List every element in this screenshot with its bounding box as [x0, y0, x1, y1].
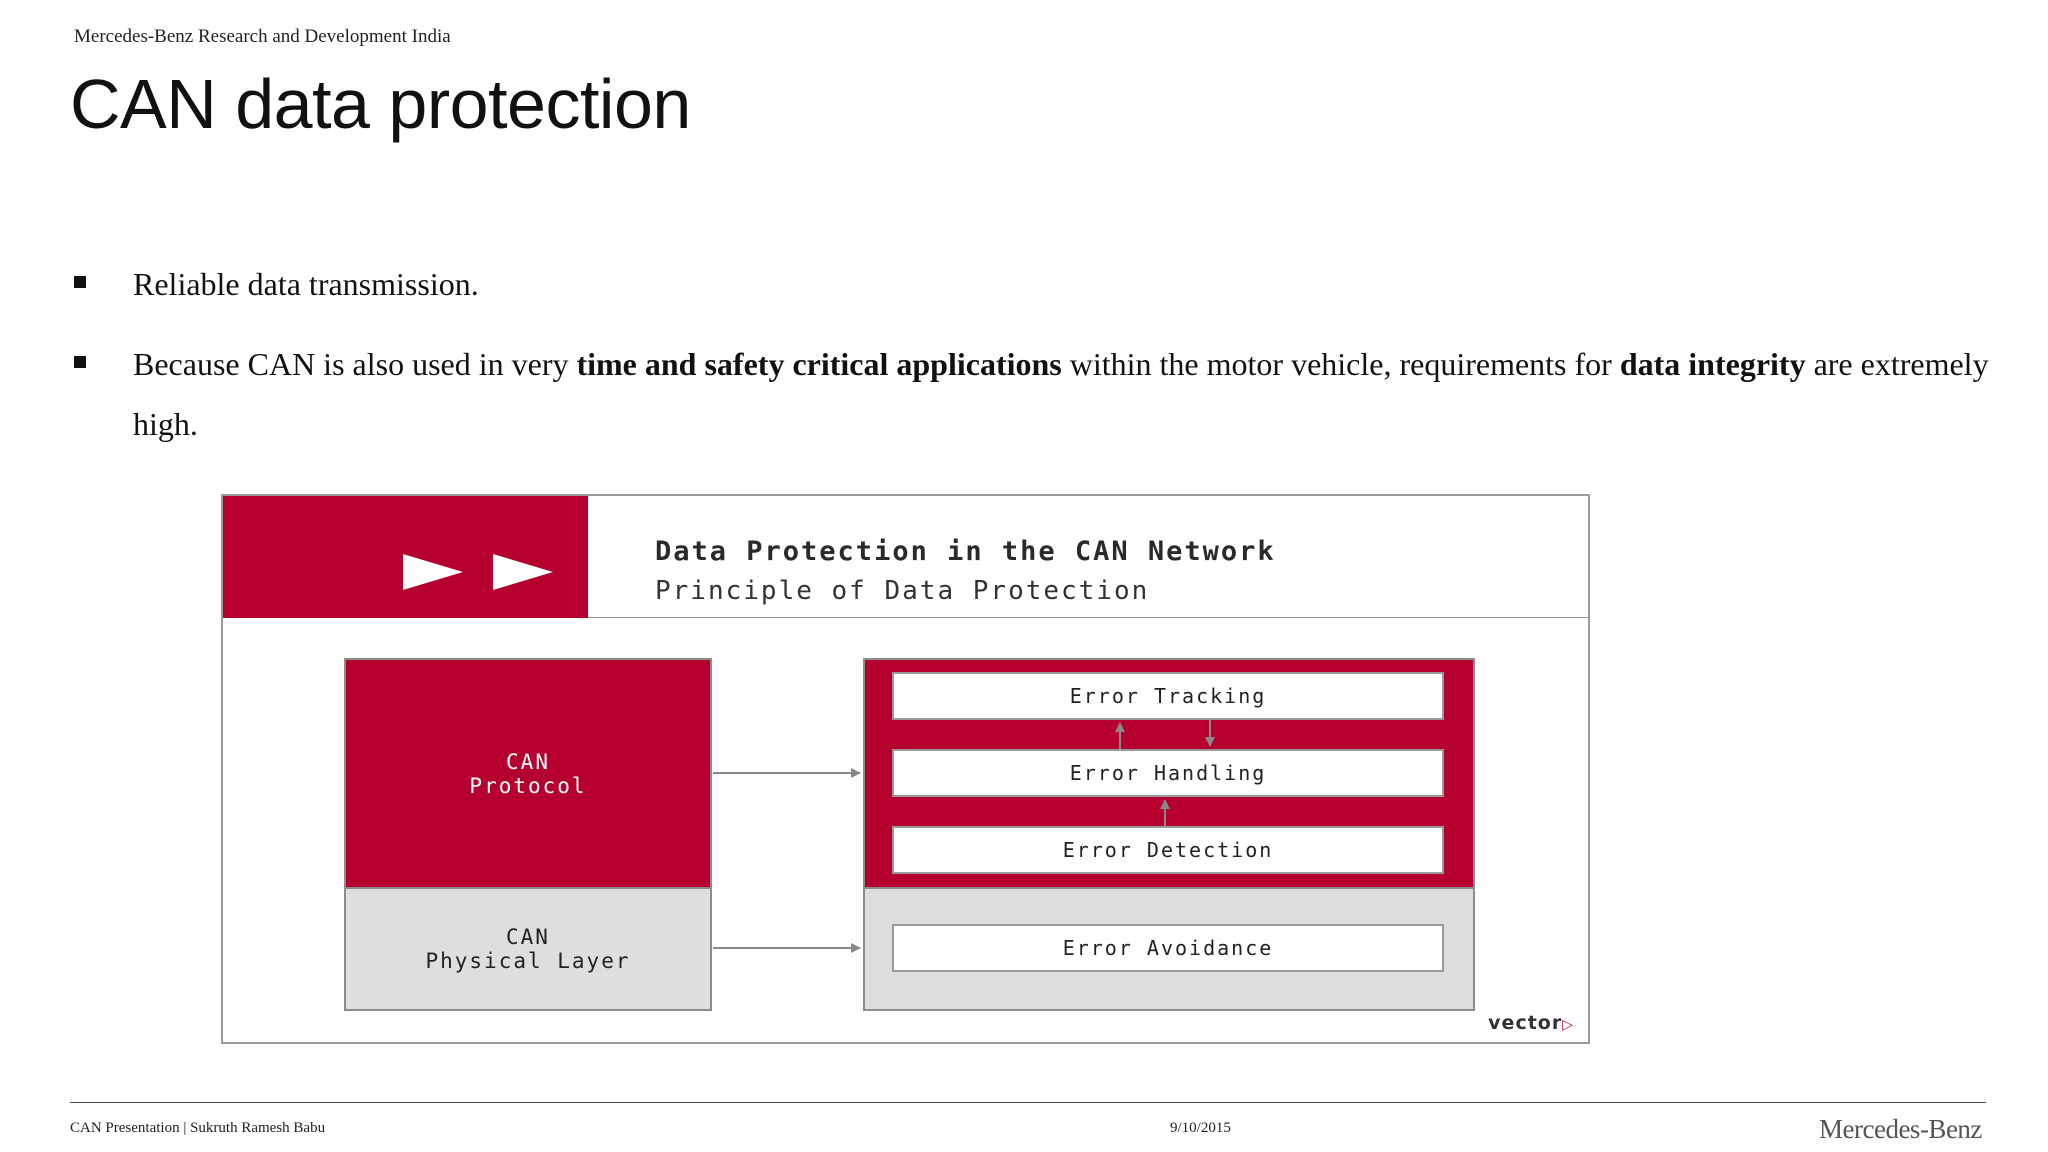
diagram-title: Data Protection in the CAN Network	[655, 536, 1276, 567]
bullet-text: Reliable data transmission.	[133, 266, 479, 302]
bullet-list	[70, 254, 1990, 474]
bullet-text: Because CAN is also used in very	[133, 346, 577, 382]
organization-header: Mercedes-Benz Research and Development India	[74, 26, 451, 47]
slide-title: CAN data protection	[70, 65, 691, 143]
vector-logo-text: vector	[1488, 1012, 1563, 1034]
vector-arrow-icon: ▷	[1562, 1017, 1574, 1033]
bullet-square-icon	[74, 276, 86, 288]
bullet-square-icon	[74, 356, 86, 368]
bullet-text: within the motor vehicle, requirements for	[1061, 346, 1620, 382]
error-detection-box: Error Detection	[892, 826, 1444, 874]
error-handling-box: Error Handling	[892, 749, 1444, 797]
diagram-subtitle: Principle of Data Protection	[655, 576, 1150, 606]
error-tracking-box: Error Tracking	[892, 672, 1444, 720]
vector-logo	[1488, 1012, 1574, 1034]
footer-date: 9/10/2015	[1170, 1120, 1231, 1136]
bullet-text: are extremely high.	[133, 346, 1989, 442]
bullet-item	[70, 334, 1990, 454]
bullet-emphasis: time and safety critical applications	[576, 346, 1062, 382]
can-protocol-block: CAN Protocol	[344, 658, 712, 888]
diagram-connectors	[223, 496, 1588, 1042]
bullet-emphasis: data integrity	[1619, 346, 1806, 382]
footer-divider	[70, 1102, 1986, 1103]
footer-presentation-info: CAN Presentation | Sukruth Ramesh Babu	[70, 1120, 326, 1136]
data-protection-diagram	[221, 494, 1590, 1044]
error-avoidance-box: Error Avoidance	[892, 924, 1444, 972]
bullet-item	[70, 254, 1990, 314]
can-physical-layer-block: CAN Physical Layer	[344, 887, 712, 1011]
mercedes-benz-wordmark: Mercedes-Benz	[1819, 1114, 1982, 1144]
